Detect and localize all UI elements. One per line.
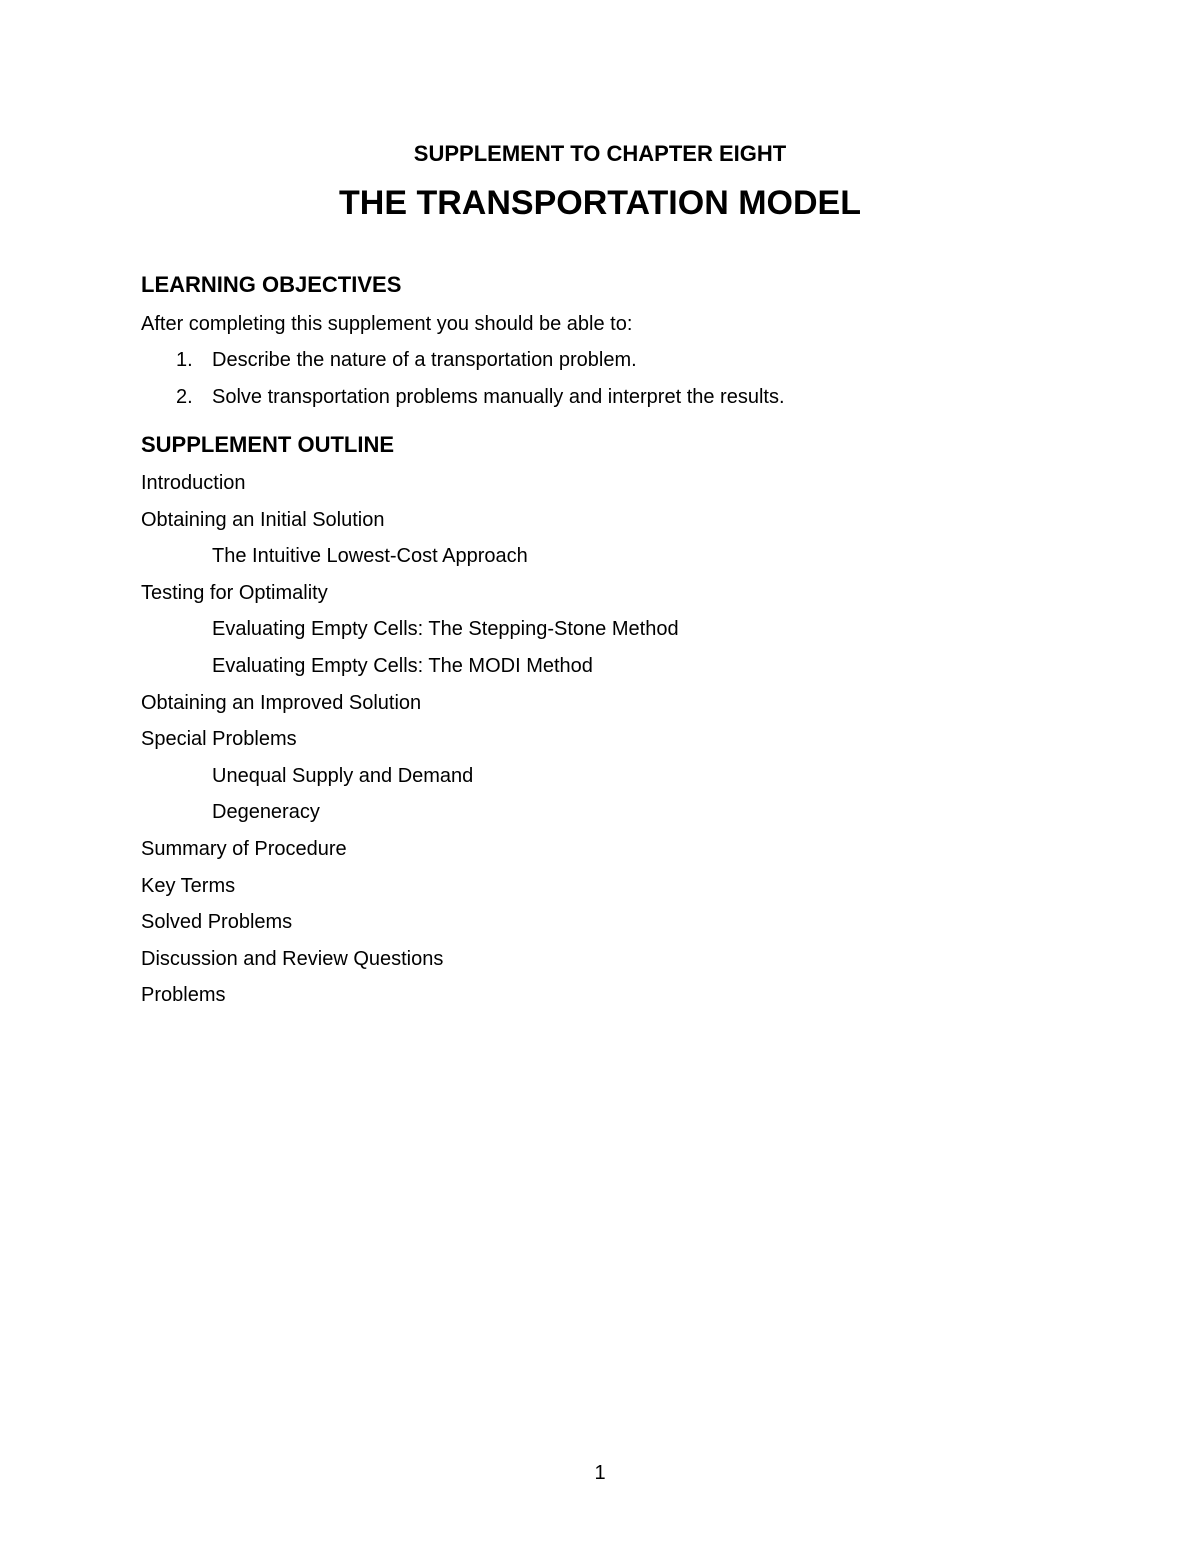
outline-item: Discussion and Review Questions (141, 947, 444, 970)
outline-item: Introduction (141, 472, 246, 494)
page-title: THE TRANSPORTATION MODEL (339, 184, 861, 222)
outline-item: Summary of Procedure (141, 837, 347, 860)
outline-list (0, 470, 679, 1019)
outline-item: Testing for Optimality (141, 581, 328, 604)
objective-number: 1. (176, 349, 193, 371)
page-number: 1 (594, 1462, 606, 1484)
outline-subitem: The Intuitive Lowest-Cost Approach (212, 545, 528, 568)
outline-item: Obtaining an Initial Solution (141, 508, 385, 531)
learning-objectives-heading: LEARNING OBJECTIVES (141, 272, 402, 297)
chapter-supertitle: SUPPLEMENT TO CHAPTER EIGHT (413, 141, 787, 166)
outline-subitem: Degeneracy (212, 801, 320, 824)
outline-item: Special Problems (141, 728, 297, 751)
outline-subitem: Evaluating Empty Cells: The MODI Method (212, 654, 593, 677)
supplement-outline-heading: SUPPLEMENT OUTLINE (141, 432, 395, 457)
outline-item: Problems (141, 984, 226, 1007)
outline-item: Obtaining an Improved Solution (141, 691, 422, 714)
objective-number: 2. (176, 386, 193, 408)
objectives-intro: After completing this supplement you should be able to: (141, 313, 633, 335)
objective-text: Describe the nature of a transportation problem. (212, 349, 637, 371)
objective-text: Solve transportation problems manually and interpret the results. (212, 386, 785, 408)
outline-subitem: Unequal Supply and Demand (212, 764, 474, 787)
outline-item: Solved Problems (141, 911, 293, 934)
outline-item: Key Terms (141, 874, 236, 897)
outline-subitem: Evaluating Empty Cells: The Stepping-Stone Method (212, 618, 679, 641)
